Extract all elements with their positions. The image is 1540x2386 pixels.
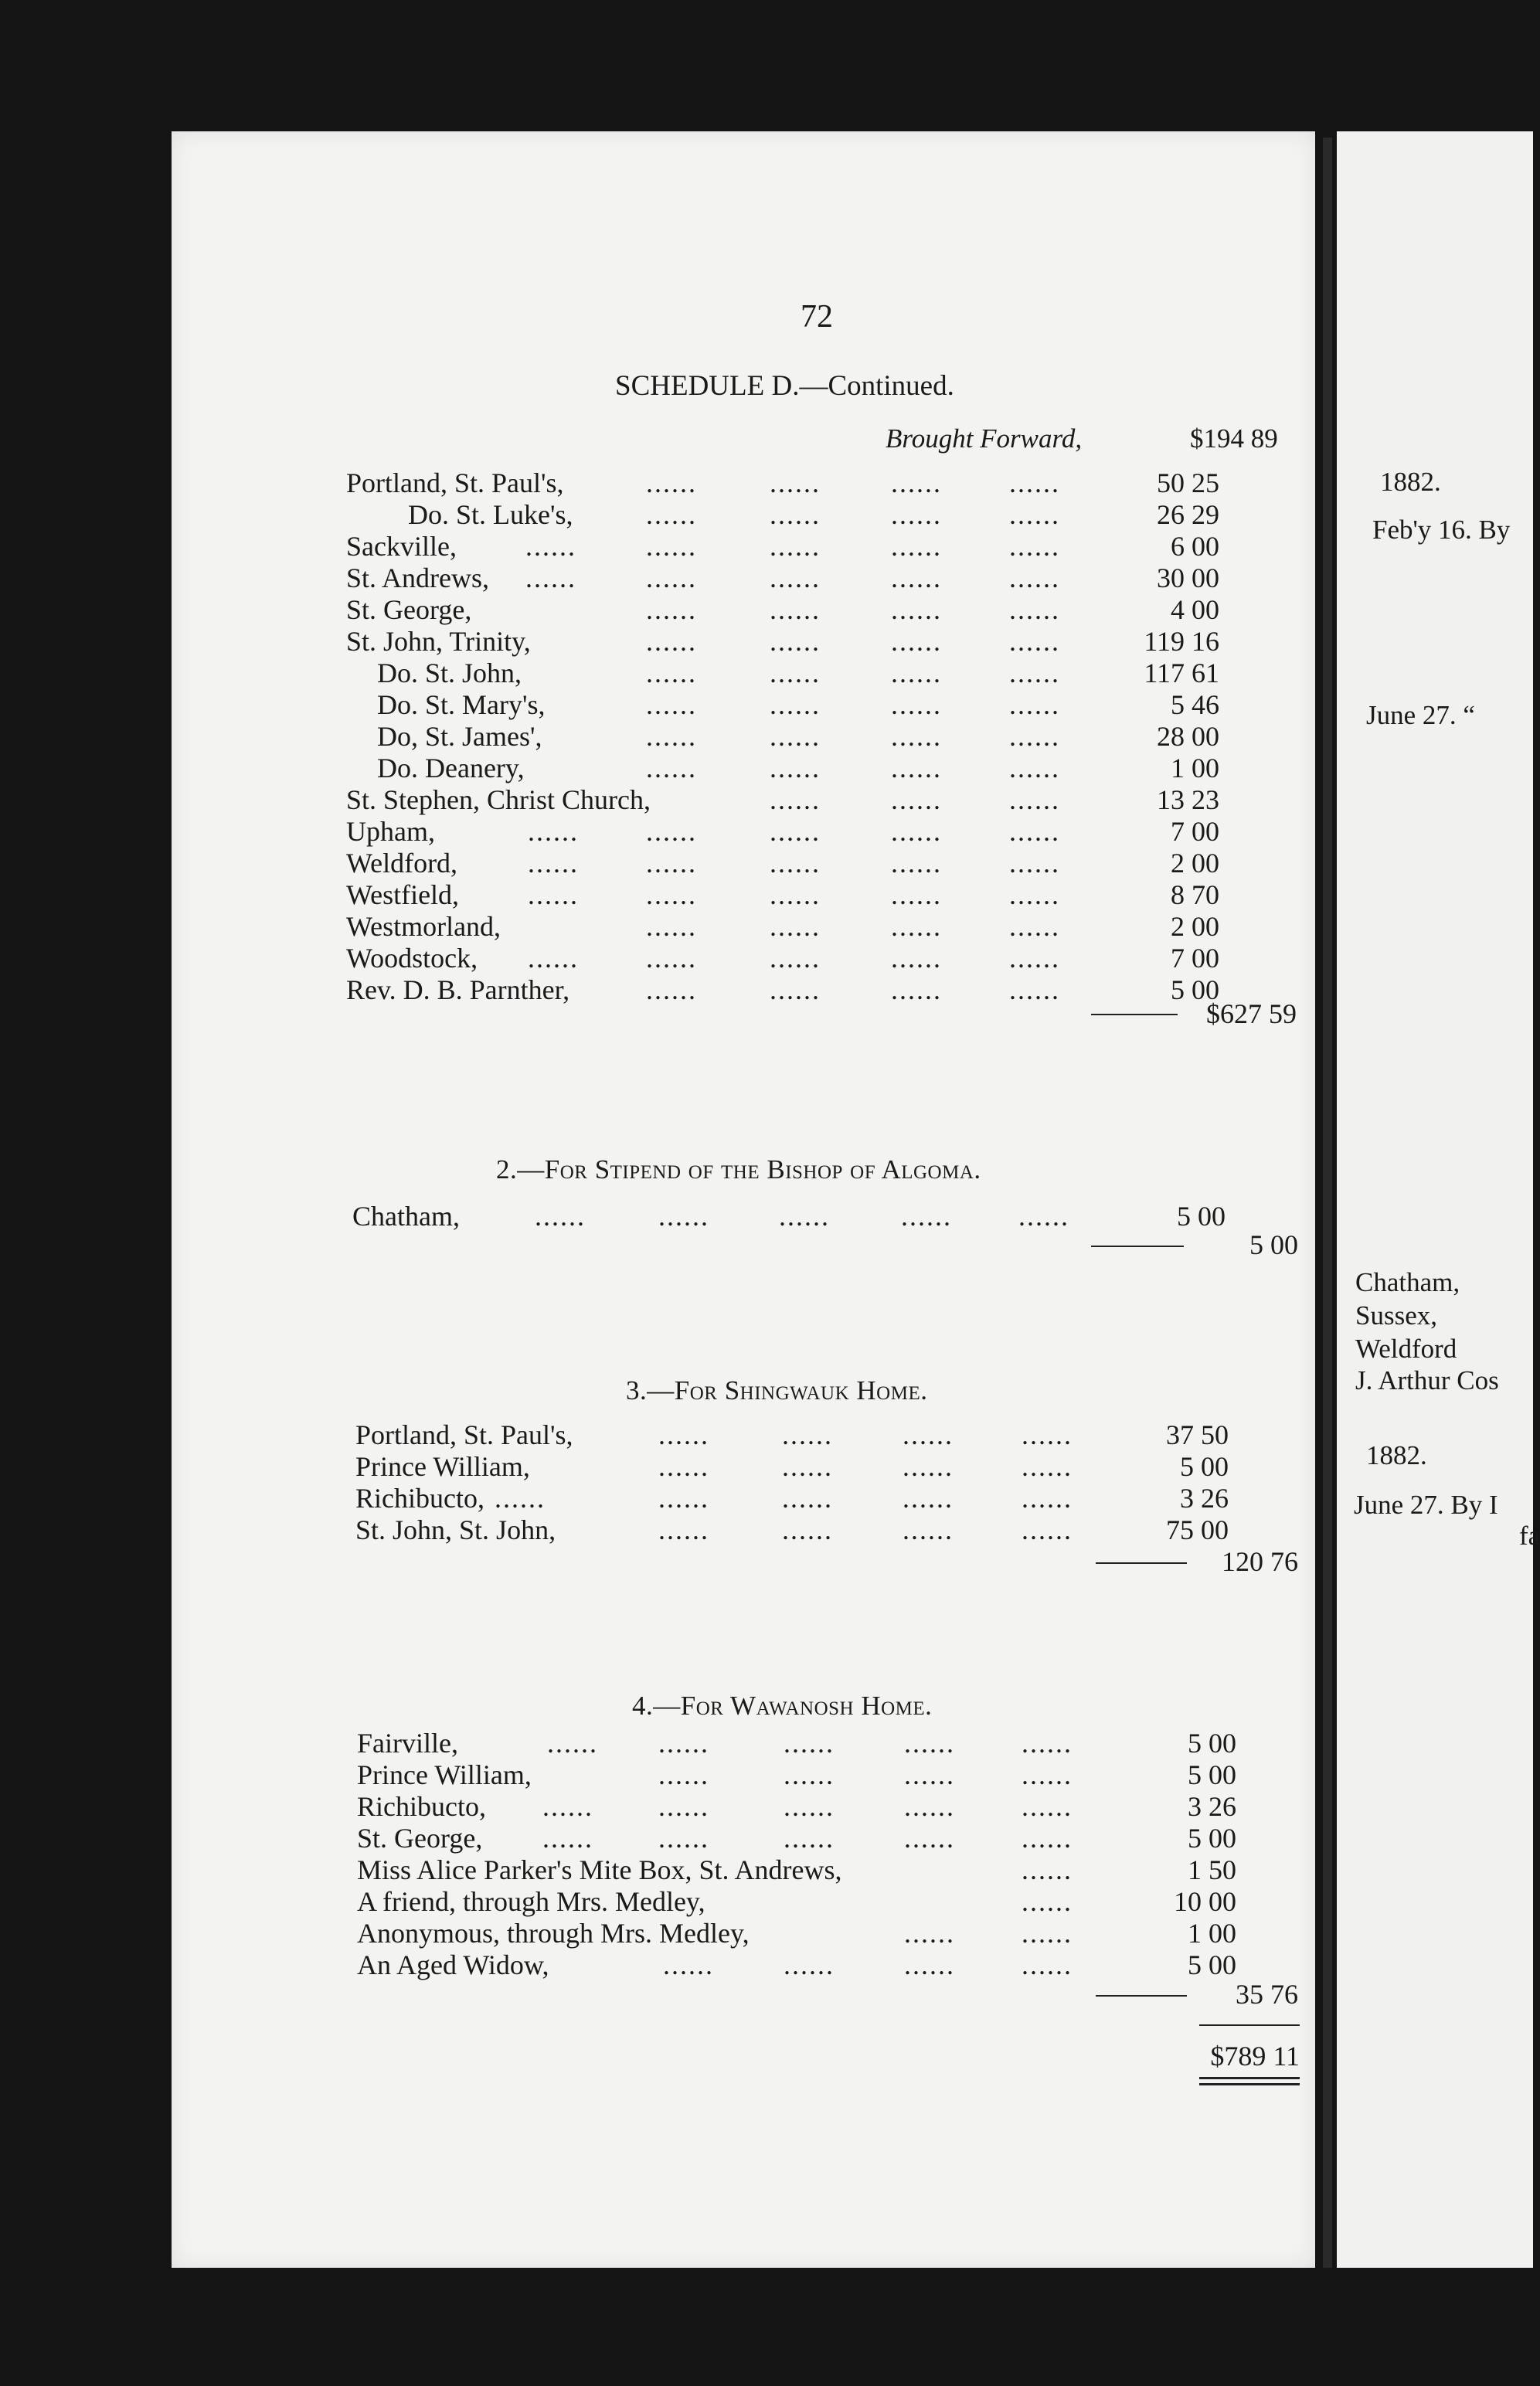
right-page-line: fa (1519, 1521, 1540, 1551)
ledger-row (346, 847, 1351, 878)
leader-dots: ...... (904, 1791, 955, 1822)
leader-dots: ...... (528, 943, 579, 974)
right-page-line: June 27. “ (1366, 700, 1475, 730)
ledger-row-amount: 2 00 (1171, 848, 1219, 879)
leader-dots: ...... (1022, 1949, 1073, 1980)
ledger-row-amount: 4 00 (1171, 594, 1219, 625)
leader-dots: ...... (784, 1791, 835, 1822)
leader-dots: ...... (1009, 689, 1060, 720)
ledger-row (346, 657, 1351, 688)
leader-dots: ...... (891, 499, 942, 530)
leader-dots: ...... (1009, 753, 1060, 783)
ledger-row (346, 815, 1351, 846)
ledger-row-name: Fairville, (357, 1728, 458, 1759)
leader-dots: ...... (1009, 499, 1060, 530)
leader-dots: ...... (646, 848, 697, 879)
ledger-row (357, 1822, 1362, 1853)
ledger-row-amount: 117 61 (1144, 658, 1219, 688)
ledger-row-amount: 5 00 (1177, 1201, 1226, 1232)
leader-dots: ...... (782, 1483, 833, 1514)
ledger-row (346, 783, 1351, 814)
ledger-row-name: Chatham, (352, 1201, 460, 1232)
ledger-row-name: Woodstock, (346, 943, 478, 974)
leader-dots: ...... (495, 1483, 546, 1514)
leader-dots: ...... (903, 1514, 954, 1545)
leader-dots: ...... (770, 499, 821, 530)
leader-dots: ...... (1022, 1886, 1073, 1917)
ledger-row-name: Prince William, (355, 1451, 530, 1482)
leader-dots: ...... (1022, 1419, 1073, 1450)
ledger-row-name: Do. St. Luke's, (408, 499, 573, 530)
section-4-title: 4.—For Wawanosh Home. (632, 1691, 933, 1721)
ledger-row-amount: 5 00 (1180, 1451, 1229, 1482)
leader-dots: ...... (770, 943, 821, 974)
leader-dots: ...... (770, 974, 821, 1005)
ledger-row-amount: 26 29 (1157, 499, 1219, 530)
leader-dots: ...... (1009, 911, 1060, 942)
ledger-row-amount: 5 00 (1171, 974, 1219, 1005)
ledger-row-name: St. Stephen, Christ Church, (346, 784, 651, 815)
section-1-rule (1091, 1014, 1178, 1015)
leader-dots: ...... (646, 626, 697, 657)
leader-dots: ...... (891, 721, 942, 752)
leader-dots: ...... (658, 1759, 709, 1790)
ledger-row-amount: 75 00 (1166, 1514, 1229, 1545)
schedule-title: SCHEDULE D.—Continued. (615, 370, 954, 402)
leader-dots: ...... (1009, 848, 1060, 879)
ledger-row-name: Weldford, (346, 848, 458, 879)
ledger-row-name: Do, St. James', (377, 721, 542, 752)
section-1-total: $627 59 (1206, 998, 1297, 1029)
leader-dots: ...... (1009, 531, 1060, 562)
ledger-row-name: Portland, St. Paul's, (346, 467, 564, 498)
ledger-row (357, 1727, 1362, 1758)
leader-dots: ...... (891, 879, 942, 910)
ledger-row-name: An Aged Widow, (357, 1949, 549, 1980)
ledger-row-name: Portland, St. Paul's, (355, 1419, 573, 1450)
leader-dots: ...... (658, 1451, 709, 1482)
ledger-row (346, 593, 1351, 624)
leader-dots: ...... (784, 1823, 835, 1854)
ledger-row (357, 1885, 1362, 1916)
ledger-row-name: Westmorland, (346, 911, 501, 942)
leader-dots: ...... (646, 721, 697, 752)
leader-dots: ...... (646, 689, 697, 720)
leader-dots: ...... (1022, 1514, 1073, 1545)
ledger-row-name: Richibucto, (355, 1483, 484, 1514)
leader-dots: ...... (1022, 1791, 1073, 1822)
ledger-row-amount: 119 16 (1144, 626, 1219, 657)
leader-dots: ...... (784, 1759, 835, 1790)
right-page-line: J. Arthur Cos (1355, 1365, 1499, 1395)
brought-forward-label: Brought Forward, (886, 423, 1083, 454)
leader-dots: ...... (770, 563, 821, 593)
leader-dots: ...... (646, 753, 697, 783)
ledger-row (357, 1917, 1362, 1948)
section-3-total: 120 76 (1222, 1546, 1298, 1577)
ledger-row (346, 720, 1351, 751)
ledger-row-name: Anonymous, through Mrs. Medley, (357, 1918, 750, 1949)
leader-dots: ...... (903, 1451, 954, 1482)
leader-dots: ...... (646, 943, 697, 974)
ledger-row-amount: 1 00 (1171, 753, 1219, 783)
leader-dots: ...... (658, 1201, 709, 1232)
leader-dots: ...... (891, 594, 942, 625)
ledger-row-name: St. John, Trinity, (346, 626, 531, 657)
ledger-row (346, 910, 1351, 941)
section-3-rule (1096, 1562, 1187, 1564)
ledger-row-name: A friend, through Mrs. Medley, (357, 1886, 705, 1917)
ledger-row (357, 1854, 1362, 1885)
leader-dots: ...... (891, 467, 942, 498)
right-page-line: June 27. By I (1354, 1490, 1498, 1520)
ledger-row (346, 688, 1351, 719)
grand-total-rule-top (1199, 2024, 1300, 2026)
leader-dots: ...... (646, 816, 697, 847)
leader-dots: ...... (646, 563, 697, 593)
leader-dots: ...... (904, 1918, 955, 1949)
leader-dots: ...... (1009, 974, 1060, 1005)
leader-dots: ...... (646, 658, 697, 688)
leader-dots: ...... (891, 943, 942, 974)
leader-dots: ...... (891, 816, 942, 847)
ledger-row (346, 530, 1351, 561)
ledger-row (346, 942, 1351, 973)
leader-dots: ...... (525, 531, 576, 562)
leader-dots: ...... (646, 499, 697, 530)
leader-dots: ...... (1009, 879, 1060, 910)
ledger-row-amount: 5 00 (1188, 1949, 1236, 1980)
leader-dots: ...... (770, 626, 821, 657)
ledger-row (357, 1790, 1362, 1821)
ledger-row-amount: 5 46 (1171, 689, 1219, 720)
leader-dots: ...... (525, 563, 576, 593)
leader-dots: ...... (770, 753, 821, 783)
right-page-line: Sussex, (1355, 1300, 1437, 1331)
leader-dots: ...... (784, 1949, 835, 1980)
ledger-row (355, 1514, 1360, 1545)
right-page (1337, 131, 1533, 2268)
leader-dots: ...... (770, 467, 821, 498)
ledger-row-name: St. Andrews, (346, 563, 490, 593)
ledger-row-amount: 13 23 (1157, 784, 1219, 815)
leader-dots: ...... (904, 1823, 955, 1854)
leader-dots: ...... (528, 879, 579, 910)
ledger-row (346, 625, 1351, 656)
leader-dots: ...... (1009, 658, 1060, 688)
leader-dots: ...... (646, 911, 697, 942)
ledger-row-name: Do. St. John, (377, 658, 522, 688)
leader-dots: ...... (1018, 1201, 1069, 1232)
leader-dots: ...... (663, 1949, 714, 1980)
leader-dots: ...... (770, 784, 821, 815)
ledger-row-name: Rev. D. B. Parnther, (346, 974, 570, 1005)
ledger-row-amount: 1 50 (1188, 1854, 1236, 1885)
leader-dots: ...... (891, 848, 942, 879)
leader-dots: ...... (658, 1728, 709, 1759)
section-2-title: 2.—For Stipend of the Bishop of Algoma. (496, 1154, 981, 1185)
grand-total-rule-bottom-1 (1199, 2077, 1300, 2079)
ledger-row (346, 498, 1351, 529)
leader-dots: ...... (1009, 594, 1060, 625)
ledger-row (346, 752, 1351, 783)
right-page-year: 1882. (1366, 1440, 1427, 1470)
leader-dots: ...... (904, 1949, 955, 1980)
leader-dots: ...... (1009, 467, 1060, 498)
leader-dots: ...... (782, 1451, 833, 1482)
ledger-row-amount: 28 00 (1157, 721, 1219, 752)
ledger-row-amount: 6 00 (1171, 531, 1219, 562)
right-page-year: 1882. (1380, 467, 1441, 497)
leader-dots: ...... (770, 816, 821, 847)
section-4-total: 35 76 (1236, 1979, 1298, 2010)
ledger-row (355, 1419, 1360, 1450)
leader-dots: ...... (891, 531, 942, 562)
leader-dots: ...... (658, 1791, 709, 1822)
ledger-row-name: Richibucto, (357, 1791, 486, 1822)
leader-dots: ...... (784, 1728, 835, 1759)
right-page-line: Chatham, (1355, 1267, 1460, 1297)
ledger-row (355, 1482, 1360, 1513)
leader-dots: ...... (770, 879, 821, 910)
section-4-rule (1096, 1995, 1187, 1997)
leader-dots: ...... (1022, 1759, 1073, 1790)
ledger-row (355, 1450, 1360, 1481)
ledger-row-name: St. John, St. John, (355, 1514, 556, 1545)
ledger-row-amount: 5 00 (1188, 1759, 1236, 1790)
leader-dots: ...... (891, 563, 942, 593)
leader-dots: ...... (1009, 816, 1060, 847)
leader-dots: ...... (903, 1419, 954, 1450)
leader-dots: ...... (646, 467, 697, 498)
ledger-row (357, 1949, 1362, 1980)
ledger-row-amount: 7 00 (1171, 943, 1219, 974)
ledger-row-name: Miss Alice Parker's Mite Box, St. Andrews, (357, 1854, 842, 1885)
leader-dots: ...... (658, 1823, 709, 1854)
leader-dots: ...... (891, 753, 942, 783)
leader-dots: ...... (1009, 563, 1060, 593)
leader-dots: ...... (1022, 1918, 1073, 1949)
ledger-row-amount: 1 00 (1188, 1918, 1236, 1949)
leader-dots: ...... (904, 1728, 955, 1759)
leader-dots: ...... (779, 1201, 830, 1232)
ledger-row-amount: 3 26 (1180, 1483, 1229, 1514)
leader-dots: ...... (1022, 1451, 1073, 1482)
leader-dots: ...... (1022, 1728, 1073, 1759)
ledger-row-amount: 3 26 (1188, 1791, 1236, 1822)
ledger-row-amount: 50 25 (1157, 467, 1219, 498)
leader-dots: ...... (528, 816, 579, 847)
ledger-row-name: Do. St. Mary's, (377, 689, 546, 720)
section-2-rule (1091, 1246, 1184, 1247)
leader-dots: ...... (770, 531, 821, 562)
ledger-row-amount: 2 00 (1171, 911, 1219, 942)
ledger-row (352, 1200, 1357, 1231)
right-page-line: Weldford (1355, 1334, 1457, 1364)
leader-dots: ...... (528, 848, 579, 879)
leader-dots: ...... (903, 1483, 954, 1514)
leader-dots: ...... (1009, 721, 1060, 752)
ledger-row-amount: 8 70 (1171, 879, 1219, 910)
leader-dots: ...... (891, 689, 942, 720)
leader-dots: ...... (782, 1514, 833, 1545)
leader-dots: ...... (658, 1514, 709, 1545)
leader-dots: ...... (1009, 943, 1060, 974)
leader-dots: ...... (1022, 1823, 1073, 1854)
leader-dots: ...... (891, 658, 942, 688)
leader-dots: ...... (646, 974, 697, 1005)
ledger-row (346, 467, 1351, 498)
ledger-row-name: St. George, (357, 1823, 483, 1854)
grand-total-rule-bottom-2 (1199, 2083, 1300, 2085)
ledger-row (346, 562, 1351, 593)
leader-dots: ...... (646, 879, 697, 910)
leader-dots: ...... (646, 531, 697, 562)
leader-dots: ...... (891, 784, 942, 815)
leader-dots: ...... (770, 594, 821, 625)
page-number: 72 (801, 299, 833, 335)
leader-dots: ...... (1009, 784, 1060, 815)
ledger-row-name: Sackville, (346, 531, 457, 562)
leader-dots: ...... (782, 1419, 833, 1450)
ledger-row-amount: 5 00 (1188, 1728, 1236, 1759)
leader-dots: ...... (535, 1201, 586, 1232)
leader-dots: ...... (891, 626, 942, 657)
leader-dots: ...... (770, 911, 821, 942)
ledger-row-amount: 37 50 (1166, 1419, 1229, 1450)
leader-dots: ...... (547, 1728, 598, 1759)
ledger-row-amount: 10 00 (1174, 1886, 1236, 1917)
leader-dots: ...... (770, 689, 821, 720)
leader-dots: ...... (646, 594, 697, 625)
ledger-row-name: Upham, (346, 816, 435, 847)
section-3-title: 3.—For Shingwauk Home. (626, 1375, 928, 1405)
leader-dots: ...... (770, 658, 821, 688)
leader-dots: ...... (542, 1823, 593, 1854)
leader-dots: ...... (1009, 626, 1060, 657)
leader-dots: ...... (770, 721, 821, 752)
brought-forward-amount: $194 89 (1190, 423, 1278, 454)
leader-dots: ...... (658, 1483, 709, 1514)
ledger-row-name: Prince William, (357, 1759, 532, 1790)
ledger-row-name: Westfield, (346, 879, 460, 910)
ledger-row (357, 1759, 1362, 1790)
leader-dots: ...... (1022, 1483, 1073, 1514)
grand-total: $789 11 (1210, 2041, 1300, 2072)
ledger-row-amount: 30 00 (1157, 563, 1219, 593)
right-page-line: Feb'y 16. By (1372, 515, 1511, 545)
ledger-row (346, 879, 1351, 909)
leader-dots: ...... (542, 1791, 593, 1822)
leader-dots: ...... (891, 911, 942, 942)
leader-dots: ...... (891, 974, 942, 1005)
leader-dots: ...... (901, 1201, 952, 1232)
section-2-total: 5 00 (1249, 1229, 1298, 1260)
ledger-row-amount: 5 00 (1188, 1823, 1236, 1854)
leader-dots: ...... (658, 1419, 709, 1450)
leader-dots: ...... (770, 848, 821, 879)
ledger-row-name: St. George, (346, 594, 472, 625)
leader-dots: ...... (1022, 1854, 1073, 1885)
ledger-row-name: Do. Deanery, (377, 753, 525, 783)
ledger-row-amount: 7 00 (1171, 816, 1219, 847)
leader-dots: ...... (904, 1759, 955, 1790)
